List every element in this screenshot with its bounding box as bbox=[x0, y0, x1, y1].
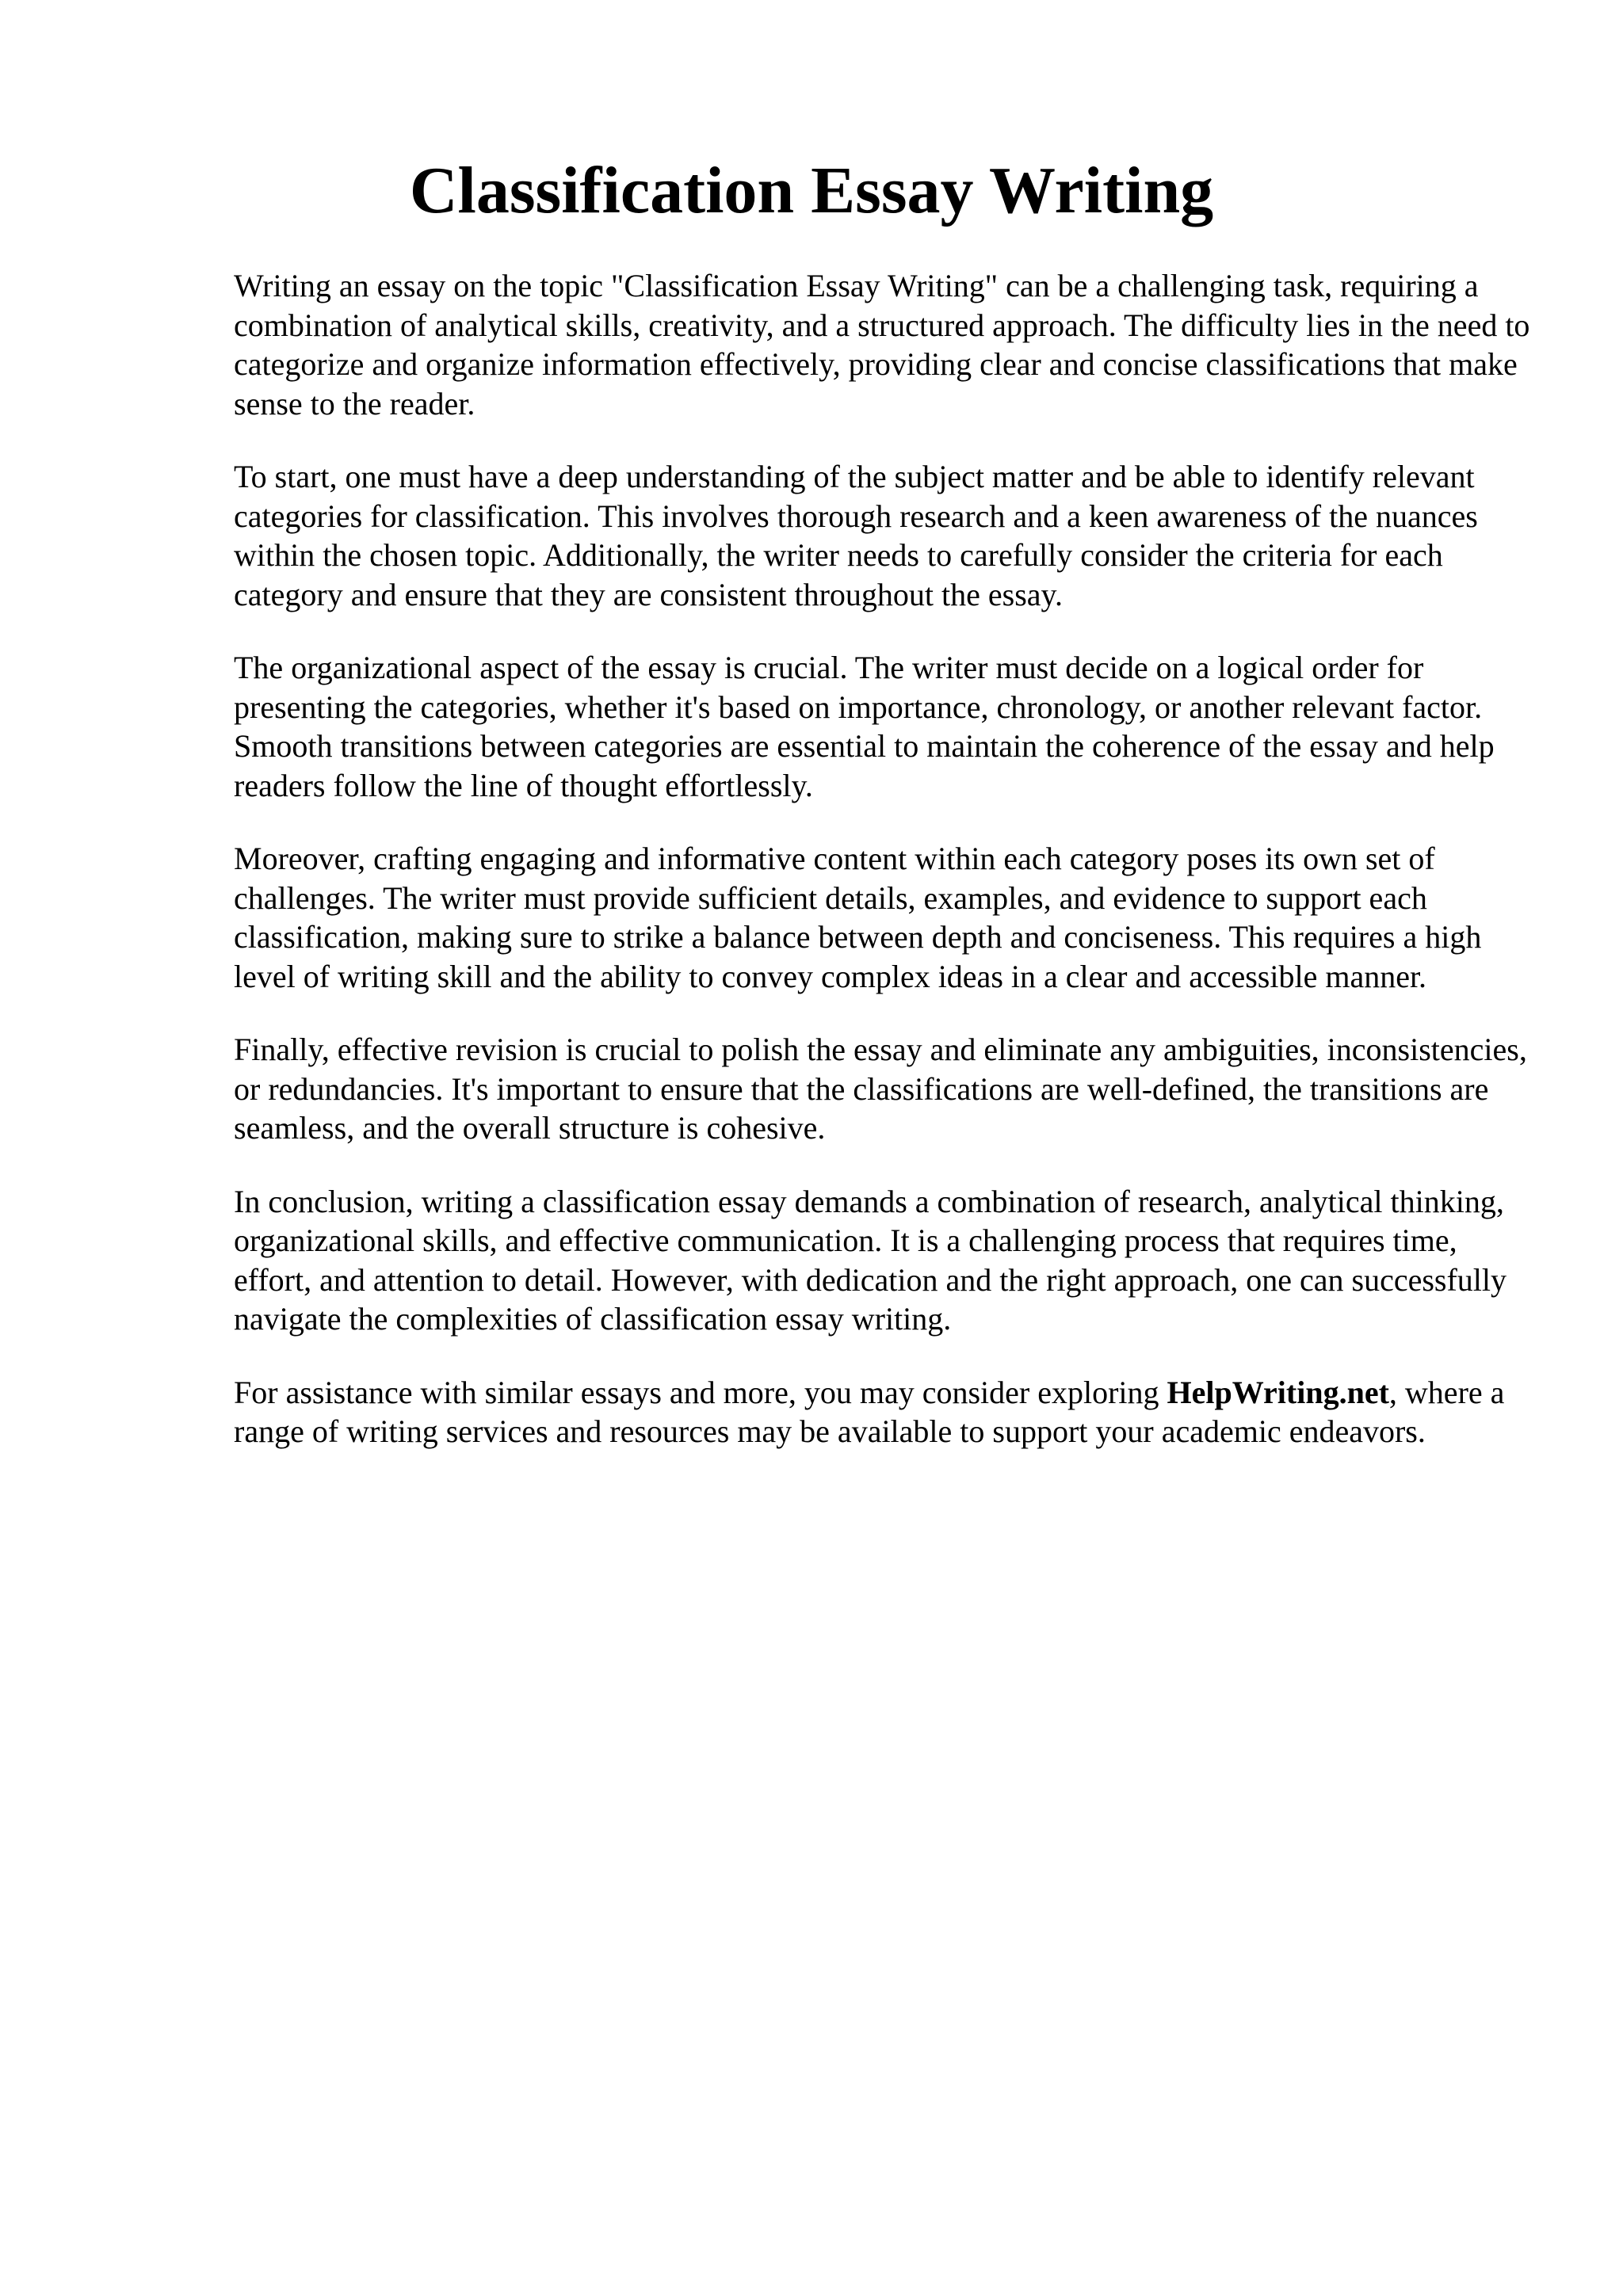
paragraph-content: Moreover, crafting engaging and informative content within each category poses its own set of challenges. The writer must provide sufficient details, examples, and evidence to support each classification, making sure to strike a balance between depth and conciseness. This requires a high level of writing skill and the ability to convey complex ideas in a clear and accessible manner. bbox=[234, 841, 1482, 994]
paragraph-conclusion: In conclusion, writing a classification essay demands a combination of research, analytical thinking, organizational skills, and effective communication. It is a challenging process that requires time, effort, and attention to detail. However, with dedication and the right approach, one can successfully navigate the complexities of classification essay writing. bbox=[234, 1183, 1507, 1337]
paragraph-understanding: To start, one must have a deep understanding of the subject matter and be able to identify relevant categories for classification. This involves thorough research and a keen awareness of the nuances within the chosen topic. Additionally, the writer needs to carefully consider the criteria for each category and ensure that they are consistent throughout the essay. bbox=[234, 459, 1478, 612]
document-body bbox=[234, 266, 1533, 1486]
closing-text-before: For assistance with similar essays and more, you may consider exploring bbox=[234, 1374, 1167, 1410]
paragraph-intro: Writing an essay on the topic "Classification Essay Writing" can be a challenging task, requiring a combination of analytical skills, creativity, and a structured approach. The difficulty lies in the need to categorize and organize information effectively, providing clear and concise classifications that make sense to the reader. bbox=[234, 268, 1530, 421]
paragraph-revision: Finally, effective revision is crucial to polish the essay and eliminate any ambiguities, inconsistencies, or redundancies. It's important to ensure that the classifications are well-defined, the transitions are seamless, and the overall structure is cohesive. bbox=[234, 1032, 1527, 1146]
paragraph-closing bbox=[234, 1373, 1533, 1451]
paragraph-organization: The organizational aspect of the essay is crucial. The writer must decide on a logical order for presenting the categories, whether it's based on importance, chronology, or another relevant factor. Smooth transitions between categories are essential to maintain the coherence of the essay and help readers follow the line of thought effortlessly. bbox=[234, 650, 1495, 803]
helpwriting-link[interactable]: HelpWriting.net bbox=[1167, 1374, 1389, 1410]
closing-text-after: , where a range of writing services and resources may be available to support your academic endeavors. bbox=[234, 1374, 1505, 1449]
page-title: Classification Essay Writing bbox=[409, 154, 1214, 227]
